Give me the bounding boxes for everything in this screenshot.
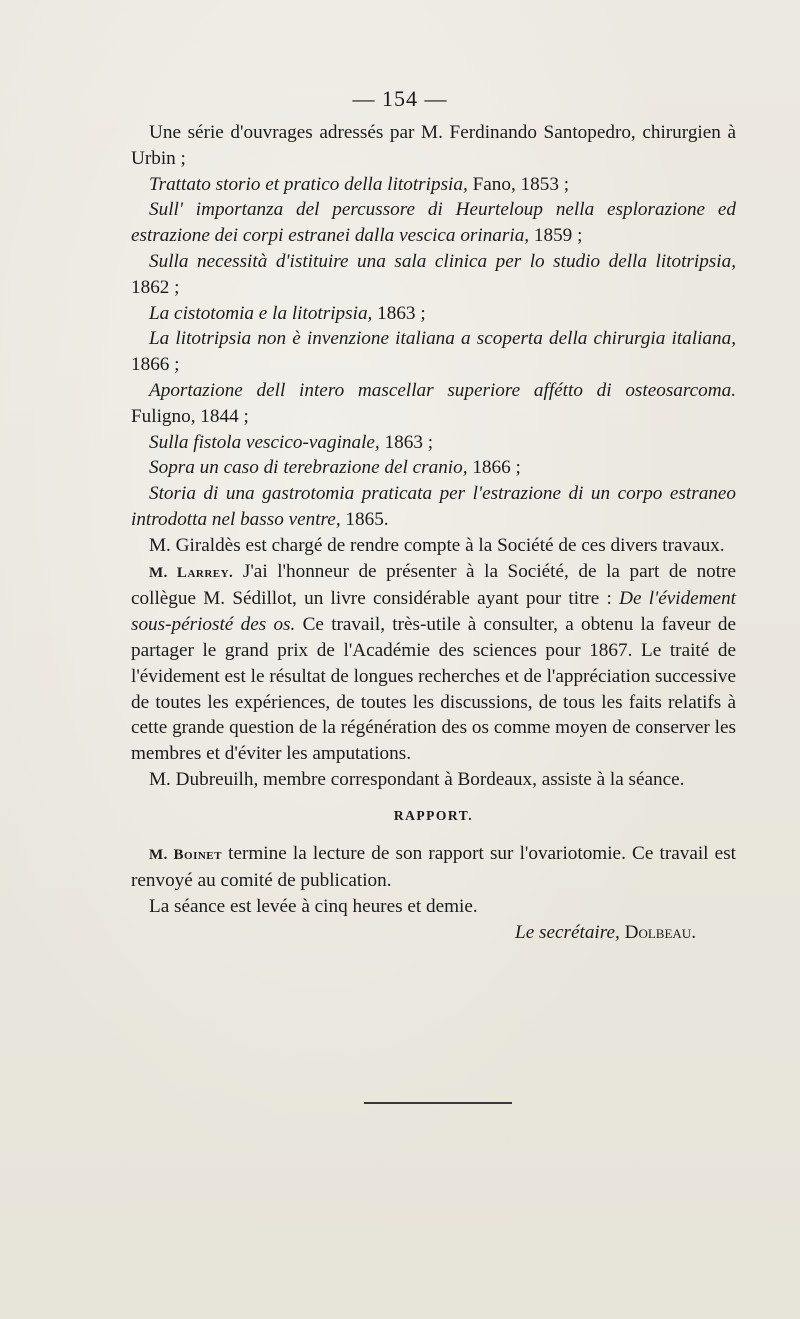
signature	[131, 920, 736, 946]
work-details: Fuligno, 1844 ;	[131, 405, 249, 427]
work-details: 1865.	[340, 508, 389, 530]
work-details: Fano, 1853 ;	[467, 173, 570, 195]
work-title: Sulla necessità d'istituire una sala clinica per lo studio della litotripsia,	[149, 250, 736, 272]
book-title: De l'évidement sous-périosté des os.	[131, 588, 736, 636]
work-item	[131, 249, 736, 301]
work-item	[131, 326, 736, 378]
page-number: — 154 —	[352, 86, 448, 111]
signature-name: Dolbeau.	[619, 921, 696, 943]
paragraph-text: termine la lecture de son rapport sur l'ovariotomie. Ce travail est renvoyé au comité de publication.	[131, 842, 736, 892]
work-details: 1863 ;	[372, 302, 426, 324]
signature-role: Le secrétaire,	[515, 921, 620, 943]
work-details: 1862 ;	[131, 276, 180, 298]
work-title: Aportazione dell intero mascellar superiore affétto di osteosarcoma.	[149, 379, 736, 401]
section-heading-rapport: RAPPORT.	[393, 807, 474, 823]
work-item	[131, 455, 736, 481]
work-title: Sulla fistola vescico-vaginale,	[149, 431, 380, 453]
work-item	[131, 378, 736, 430]
work-title: Sull' importanza del percussore di Heurteloup nella esplorazione ed estrazione dei corpi estranei dalla vescica orinaria,	[131, 199, 736, 247]
work-details: 1866 ;	[467, 457, 521, 479]
work-title: Storia di una gastrotomia praticata per l'estrazione di un corpo estraneo introdotta nel basso ventre,	[131, 483, 736, 530]
paragraph-larrey	[131, 559, 736, 767]
work-item	[131, 197, 736, 249]
work-item	[131, 481, 736, 533]
closing-rule	[364, 1102, 512, 1104]
paragraph-text: J'ai l'honneur de présenter à la Société, de la part de notre collègue M. Sédillot, un livre considérable ayant pour titre :	[131, 560, 736, 610]
speaker-name: M. Larrey.	[149, 564, 234, 581]
work-item	[131, 301, 736, 327]
paragraph-closing: La séance est levée à cinq heures et demie.	[149, 896, 478, 918]
work-item	[131, 172, 736, 198]
paragraph-giraldes: M. Giraldès est chargé de rendre compte à la Société de ces divers travaux.	[149, 534, 725, 556]
paragraph-text: Ce travail, très-utile à consulter, a obtenu la faveur de partager le grand prix de l'Académie des sciences pour 1867. Le traité de l'évidement est le résultat de longues recherches et de l'appréciation successive de toutes les expériences, de toutes les discussions, de tous les faits relatifs à cette grande question de la régénération des os comme moyen de conserver les membres et d'éviter les amputations.	[131, 614, 737, 765]
work-title: Sopra un caso di terebrazione del cranio,	[149, 457, 468, 479]
work-details: 1859 ;	[529, 225, 583, 247]
paragraph-ouvrages: Une série d'ouvrages adressés par M. Ferdinando Santopedro, chirurgien à Urbin ;	[131, 122, 736, 169]
paragraph-dubreuilh: M. Dubreuilh, membre correspondant à Bordeaux, assiste à la séance.	[149, 768, 685, 790]
work-title: La litotripsia non è invenzione italiana a scoperta della chirurgia italiana,	[149, 328, 736, 350]
work-details: 1866 ;	[131, 354, 180, 376]
body-text	[131, 120, 736, 946]
work-title: Trattato storio et pratico della litotripsia,	[149, 173, 468, 195]
work-item	[131, 430, 736, 456]
work-details: 1863 ;	[379, 431, 434, 453]
paragraph-boinet	[131, 841, 736, 895]
work-title: La cistotomia e la litotripsia,	[149, 302, 373, 324]
speaker-name: M. Boinet	[149, 846, 222, 863]
